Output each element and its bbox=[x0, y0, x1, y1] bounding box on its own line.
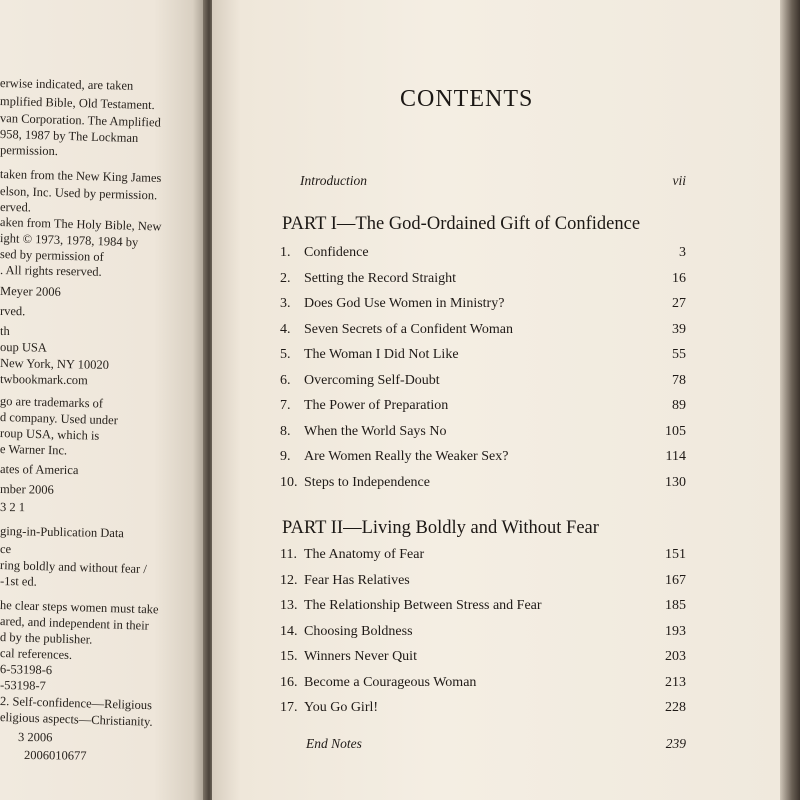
copyright-line: he clear steps women must take bbox=[0, 598, 159, 617]
copyright-line: . All rights reserved. bbox=[0, 263, 102, 279]
toc-chapter-row bbox=[280, 573, 686, 593]
chapter-page-number: 89 bbox=[672, 398, 686, 413]
page-edge bbox=[780, 0, 800, 800]
copyright-line: 2006010677 bbox=[23, 748, 87, 763]
toc-chapter-row bbox=[280, 347, 686, 367]
toc-chapter-row bbox=[280, 449, 686, 469]
toc-chapter-row bbox=[280, 675, 686, 695]
copyright-line: th bbox=[0, 324, 10, 339]
chapter-number: 1. bbox=[280, 245, 291, 260]
copyright-line: e Warner Inc. bbox=[0, 442, 68, 458]
chapter-title: Are Women Really the Weaker Sex? bbox=[304, 449, 509, 464]
copyright-line: d by the publisher. bbox=[0, 630, 93, 647]
copyright-line: ates of America bbox=[0, 462, 79, 478]
chapter-title: Winners Never Quit bbox=[304, 649, 417, 664]
chapter-title: Overcoming Self-Doubt bbox=[304, 372, 440, 388]
chapter-page-number: 78 bbox=[672, 372, 686, 388]
copyright-line: go are trademarks of bbox=[0, 394, 104, 411]
chapter-page-number: 151 bbox=[665, 547, 686, 562]
copyright-line: 6-53198-6 bbox=[0, 662, 53, 678]
toc-chapter-row bbox=[280, 547, 686, 567]
chapter-title: Choosing Boldness bbox=[304, 623, 413, 639]
copyright-line: ring boldly and without fear / bbox=[0, 558, 148, 577]
chapter-page-number: 105 bbox=[665, 423, 686, 439]
chapter-page-number: 213 bbox=[665, 674, 686, 690]
chapter-number: 3. bbox=[280, 296, 291, 311]
copyright-line: 3 2006 bbox=[17, 730, 53, 745]
copyright-line: eligious aspects—Christianity. bbox=[0, 710, 153, 729]
chapter-number: 5. bbox=[280, 347, 291, 362]
chapter-title: The Power of Preparation bbox=[304, 398, 449, 413]
copyright-line: taken from the New King James bbox=[0, 167, 162, 185]
copyright-line: rved. bbox=[0, 304, 26, 319]
chapter-page-number: 228 bbox=[665, 700, 686, 715]
toc-chapter-row bbox=[280, 475, 686, 495]
chapter-title: Confidence bbox=[304, 245, 369, 260]
copyright-line: ared, and independent in their bbox=[0, 614, 150, 633]
chapter-page-number: 3 bbox=[679, 245, 686, 260]
toc-chapter-row bbox=[280, 649, 686, 669]
toc-end-notes-page: 239 bbox=[665, 736, 686, 751]
copyright-line: d company. Used under bbox=[0, 410, 119, 428]
copyright-line: mplified Bible, Old Testament. bbox=[0, 94, 155, 113]
chapter-number: 6. bbox=[280, 372, 291, 388]
copyright-page bbox=[0, 0, 205, 800]
chapter-number: 8. bbox=[280, 423, 291, 439]
chapter-title: Fear Has Relatives bbox=[304, 572, 410, 588]
chapter-title: The Relationship Between Stress and Fear bbox=[304, 598, 542, 613]
toc-chapter-row bbox=[280, 700, 686, 720]
part-2-heading: PART II—Living Boldly and Without Fear bbox=[282, 518, 599, 538]
chapter-title: You Go Girl! bbox=[304, 700, 379, 715]
toc-introduction-title: Introduction bbox=[300, 173, 367, 188]
copyright-line: erved. bbox=[0, 200, 31, 215]
toc-end-notes bbox=[306, 736, 686, 756]
copyright-line: -53198-7 bbox=[0, 678, 46, 693]
chapter-title: Does God Use Women in Ministry? bbox=[304, 296, 505, 311]
chapter-page-number: 55 bbox=[672, 347, 686, 362]
chapter-number: 13. bbox=[280, 598, 298, 613]
chapter-page-number: 185 bbox=[665, 598, 686, 613]
chapter-page-number: 167 bbox=[665, 572, 686, 588]
chapter-page-number: 114 bbox=[665, 449, 686, 464]
copyright-line: Meyer 2006 bbox=[0, 284, 61, 299]
chapter-title: When the World Says No bbox=[304, 423, 447, 439]
copyright-line: ging-in-Publication Data bbox=[0, 524, 125, 541]
copyright-line: oup USA bbox=[0, 340, 47, 355]
chapter-page-number: 203 bbox=[665, 649, 686, 664]
copyright-line: 3 2 1 bbox=[0, 500, 26, 515]
chapter-number: 16. bbox=[280, 674, 298, 690]
copyright-line: cal references. bbox=[0, 646, 73, 663]
chapter-title: Become a Courageous Woman bbox=[304, 674, 477, 690]
chapter-number: 9. bbox=[280, 449, 291, 464]
chapter-number: 11. bbox=[280, 547, 297, 562]
toc-chapter-row bbox=[280, 398, 686, 418]
chapter-title: The Anatomy of Fear bbox=[304, 547, 425, 562]
copyright-line: 2. Self-confidence—Religious bbox=[0, 694, 153, 713]
copyright-line: sed by permission of bbox=[0, 247, 104, 264]
copyright-line: twbookmark.com bbox=[0, 372, 88, 388]
toc-chapter-row bbox=[280, 296, 686, 316]
copyright-line: permission. bbox=[0, 143, 59, 159]
chapter-number: 4. bbox=[280, 321, 291, 337]
contents-title: CONTENTS bbox=[400, 86, 534, 112]
chapter-page-number: 39 bbox=[672, 321, 686, 337]
chapter-number: 17. bbox=[280, 700, 298, 715]
chapter-number: 12. bbox=[280, 572, 298, 588]
copyright-line: ce bbox=[0, 542, 12, 557]
copyright-line: elson, Inc. Used by permission. bbox=[0, 184, 158, 203]
copyright-line: ight © 1973, 1978, 1984 by bbox=[0, 231, 139, 250]
chapter-title: Seven Secrets of a Confident Woman bbox=[304, 321, 513, 337]
chapter-number: 15. bbox=[280, 649, 298, 664]
copyright-line: aken from The Holy Bible, New bbox=[0, 215, 162, 234]
chapter-number: 14. bbox=[280, 623, 298, 639]
copyright-line: New York, NY 10020 bbox=[0, 356, 110, 372]
chapter-number: 7. bbox=[280, 398, 291, 413]
chapter-page-number: 16 bbox=[672, 270, 686, 286]
chapter-title: The Woman I Did Not Like bbox=[304, 347, 459, 362]
part-1-heading: PART I—The God-Ordained Gift of Confidence bbox=[282, 214, 641, 234]
copyright-line: -1st ed. bbox=[0, 574, 37, 589]
toc-chapter-row bbox=[280, 424, 686, 444]
copyright-line: mber 2006 bbox=[0, 482, 54, 497]
chapter-page-number: 193 bbox=[665, 623, 686, 639]
chapter-number: 10. bbox=[280, 474, 298, 490]
chapter-title: Setting the Record Straight bbox=[304, 270, 457, 286]
chapter-page-number: 130 bbox=[665, 474, 686, 490]
copyright-line: erwise indicated, are taken bbox=[0, 76, 134, 93]
toc-chapter-row bbox=[280, 322, 686, 342]
chapter-number: 2. bbox=[280, 270, 291, 286]
chapter-page-number: 27 bbox=[672, 296, 686, 311]
toc-introduction bbox=[300, 173, 686, 193]
toc-chapter-row bbox=[280, 373, 686, 393]
copyright-line: 958, 1987 by The Lockman bbox=[0, 127, 139, 146]
chapter-title: Steps to Independence bbox=[304, 474, 430, 490]
copyright-line: roup USA, which is bbox=[0, 426, 100, 443]
toc-end-notes-title: End Notes bbox=[306, 736, 362, 751]
copyright-line: van Corporation. The Amplified bbox=[0, 111, 162, 130]
toc-chapter-row bbox=[280, 245, 686, 265]
toc-chapter-row bbox=[280, 271, 686, 291]
toc-introduction-page: vii bbox=[672, 173, 686, 188]
toc-chapter-row bbox=[280, 598, 686, 618]
toc-chapter-row bbox=[280, 624, 686, 644]
